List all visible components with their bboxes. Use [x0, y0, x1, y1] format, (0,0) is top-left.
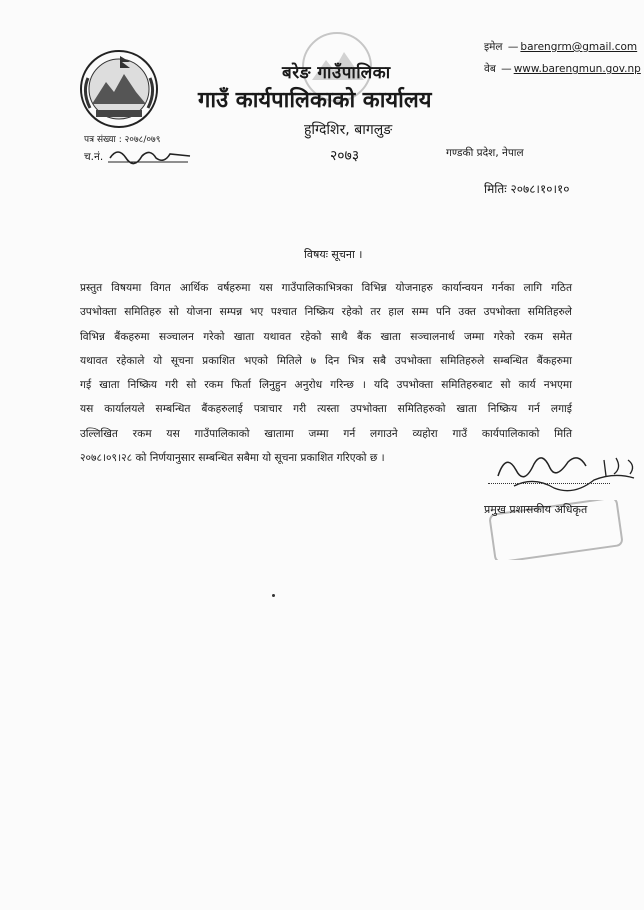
email-line: इमेल — barengrm@gmail.com: [484, 41, 638, 53]
letter-number: पत्र संख्या : २०७८/०७९: [84, 135, 161, 145]
body-line: उल्लिखित रकम यस गाउँपालिकाको खातामा जम्मा गर्न लगाउने व्यहोरा गाउँ कार्यपालिकाको मिति: [80, 427, 572, 440]
body-line: उपभोक्ता समितिहरु सो योजना सम्पन्न भए पश्चात निष्क्रिय रहेको तर हाल सम्म पनि उक्त उपभोक्ता समितिहरुले: [80, 306, 572, 319]
body-line: २०७८।०९।२८ को निर्णयानुसार सम्बन्धित सबैमा यो सूचना प्रकाशित गरिएको छ ।: [80, 452, 385, 465]
body-line: गई खाता निष्क्रिय गरी सो रकम फिर्ता लिनुहुन अनुरोध गरिन्छ । यदि उपभोक्ता समितिहरुबाट सो कार्य नभएमा: [80, 379, 572, 392]
office-address: हुग्दिशिर, बागलुङ: [304, 122, 393, 138]
body-line: यस कार्यालयले सम्बन्धित बैंकहरुलाई पत्राचार गरी त्यस्ता उपभोक्ता समितिहरुको खाता निष्क्रिय गर्न लगाई: [80, 403, 572, 416]
province: गण्डकी प्रदेश, नेपाल: [446, 147, 524, 159]
web-label: वेब: [484, 63, 496, 75]
body-line: प्रस्तुत विषयमा विगत आर्थिक वर्षहरुमा यस गाउँपालिकाभित्रका विभिन्न योजनाहरु कार्यान्वयन गर्नका लागि गठित: [80, 282, 572, 294]
reference-label: च.नं.: [84, 151, 104, 163]
government-emblem: [78, 48, 160, 130]
established-year: २०७३: [330, 148, 360, 164]
web-line: वेब — www.barengmun.gov.np: [484, 63, 641, 75]
subject-line: विषयः सूचना ।: [304, 248, 363, 261]
letter-date: मितिः २०७८।१०।१०: [484, 182, 570, 196]
org-name: बरेङ गाउँपालिका: [282, 63, 391, 83]
signature-line: [488, 483, 610, 484]
stray-dot: [272, 594, 275, 597]
body-line: विभिन्न बैंकहरुमा सञ्चालन गरेको खाता यथावत रहेको साथै बैंक खाता सञ्चालनार्थ जम्मा गरेको रकम समेत: [80, 330, 572, 343]
office-title: गाउँ कार्यपालिकाको कार्यालय: [198, 88, 432, 113]
notice-body: [80, 276, 572, 470]
reference-handwriting: [104, 142, 194, 168]
signatory-title: प्रमुख प्रशासकीय अधिकृत: [484, 503, 588, 516]
email-label: इमेल: [484, 41, 503, 53]
web-address[interactable]: www.barengmun.gov.np: [513, 63, 641, 75]
body-line: यथावत रहेकाले यो सूचना प्रकाशित भएको मितिले ७ दिन भित्र सबै उपभोक्ता समितिहरुले सम्बन्धित बैंकहरुमा: [80, 354, 572, 367]
email-address[interactable]: barengrm@gmail.com: [520, 41, 638, 53]
